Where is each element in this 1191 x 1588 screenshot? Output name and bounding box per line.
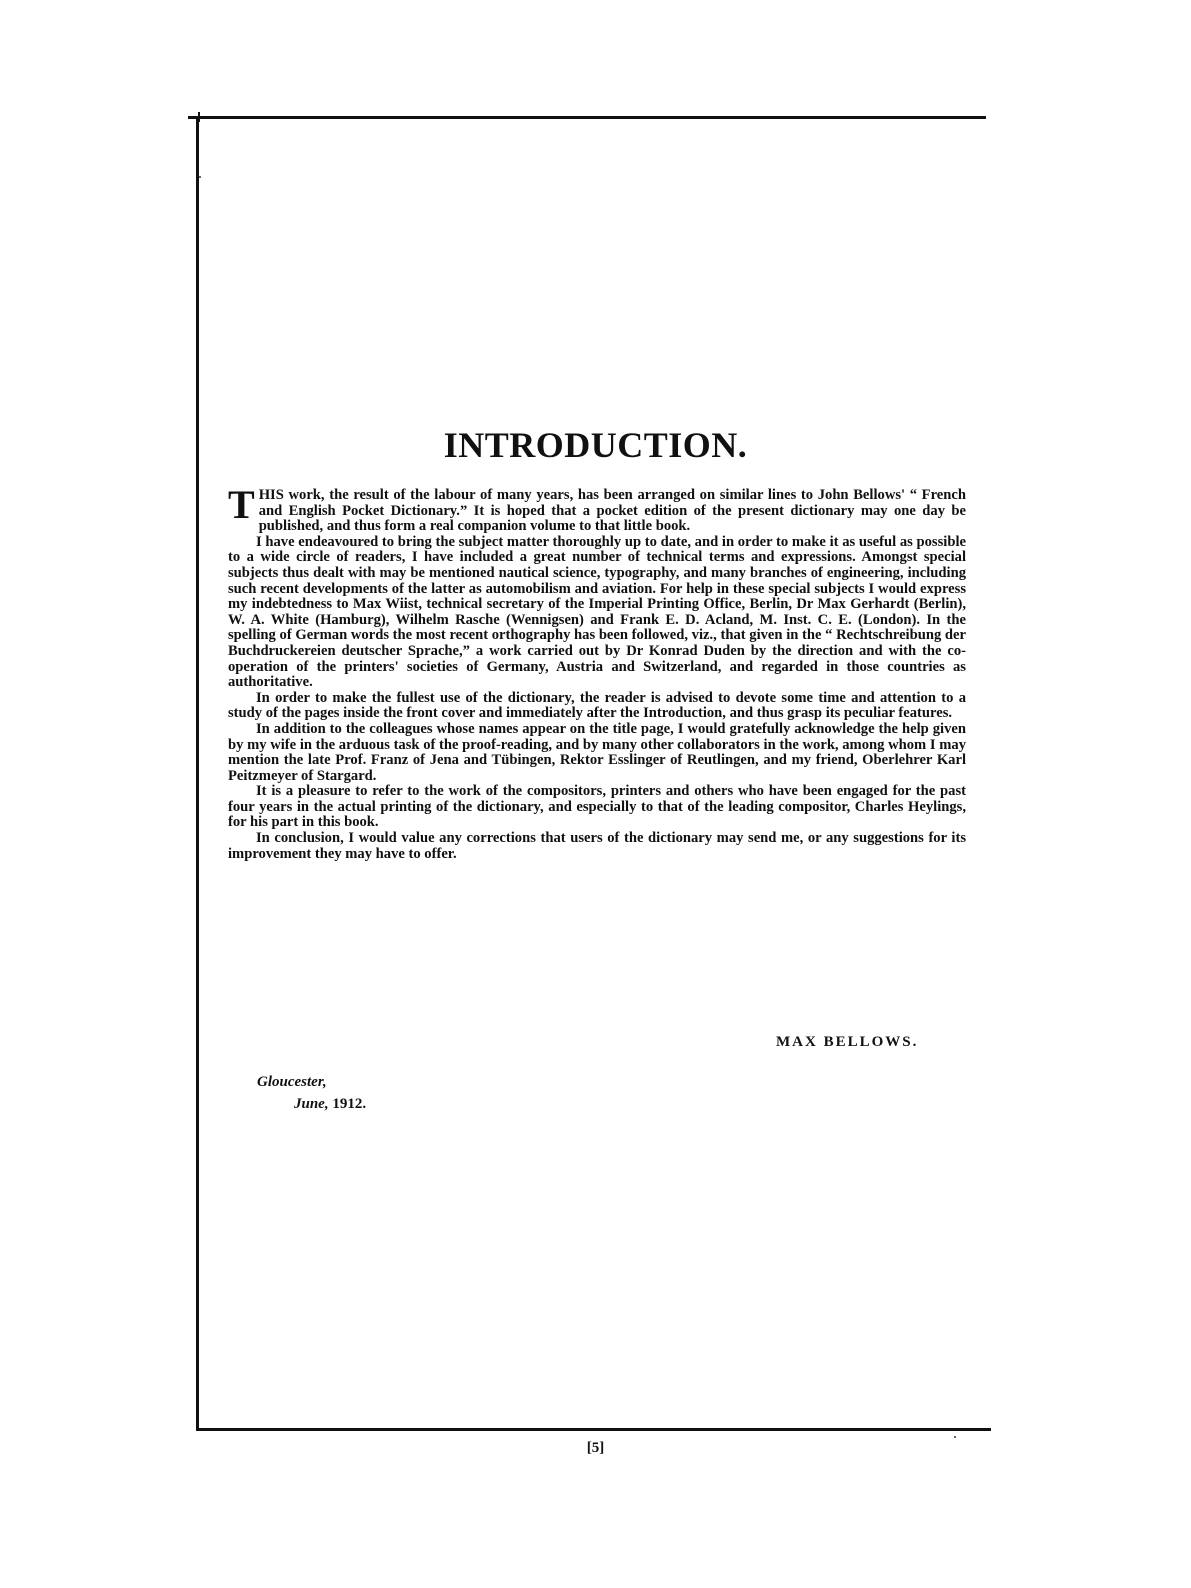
drop-cap: T	[228, 482, 255, 527]
date-line	[294, 1096, 366, 1113]
frame-bottom-rule	[196, 1428, 991, 1431]
paragraph-5: It is a pleasure to refer to the work of the compositors, printers and others who have been engaged for the past four years in the actual printing of the dictionary, and especially to that of the leading compositor, Charles Heylings, for his part in this book.	[228, 783, 966, 831]
frame-left-rule	[196, 116, 199, 1428]
frame-top-rule	[188, 116, 986, 119]
place-line: Gloucester,	[257, 1074, 327, 1090]
scan-speck	[199, 176, 201, 178]
paragraph-3: In order to make the fullest use of the dictionary, the reader is advised to devote some time and attention to a study of the pages inside the front cover and immediately after the Introduction, and thus grasp its peculiar features.	[228, 689, 966, 722]
paragraph-1	[228, 482, 966, 535]
page-title: INTRODUCTION.	[443, 425, 748, 465]
paragraph-1-text: HIS work, the result of the labour of many years, has been arranged on similar lines to John Bellows' “ French and English Pocket Dictionary.” It is hoped that a pocket edition of the present dictionary may one day be published, and thus form a real companion volume to that little book.	[258, 487, 966, 535]
date-month: June,	[294, 1096, 329, 1112]
scan-speck	[954, 1436, 956, 1438]
author-signature: MAX BELLOWS.	[776, 1034, 919, 1050]
paragraph-4: In addition to the colleagues whose names appear on the title page, I would gratefully acknowledge the help given by my wife in the arduous task of the proof-reading, and by many other collaborators in the work, among whom I may mention the late Prof. Franz of Jena and Tübingen, Rektor Esslinger of Reutlingen, and my friend, Oberlehrer Karl Peitzmeyer of Stargard.	[228, 720, 966, 784]
introduction-body	[228, 482, 966, 862]
paragraph-2: I have endeavoured to bring the subject matter thoroughly up to date, and in order to make it as useful as possible to a wide circle of readers, I have included a great number of technical terms and expressions. Amongst special subjects thus dealt with may be mentioned nautical science, typography, and many branches of engineering, including such recent developments of the latter as automobilism and aviation. For help in these special subjects I would express my indebtedness to Max Wiist, technical secretary of the Imperial Printing Office, Berlin, Dr Max Gerhardt (Berlin), W. A. White (Hamburg), Wilhelm Rasche (Wennigsen) and Frank E. D. Acland, M. Inst. C. E. (London). In the spelling of German words the most recent orthography has been followed, viz., that given in the “ Rechtschreibung der Buchdruckereien deutscher Sprache,” a work carried out by Dr Konrad Duden by the direction and with the co-operation of the printers' societies of Germany, Austria and Switzerland, and regarded in those countries as authoritative.	[228, 533, 966, 691]
paragraph-6: In conclusion, I would value any corrections that users of the dictionary may send me, or any suggestions for its improvement they may have to offer.	[228, 830, 966, 862]
page-number: [5]	[586, 1440, 605, 1456]
date-year: 1912.	[332, 1096, 367, 1112]
